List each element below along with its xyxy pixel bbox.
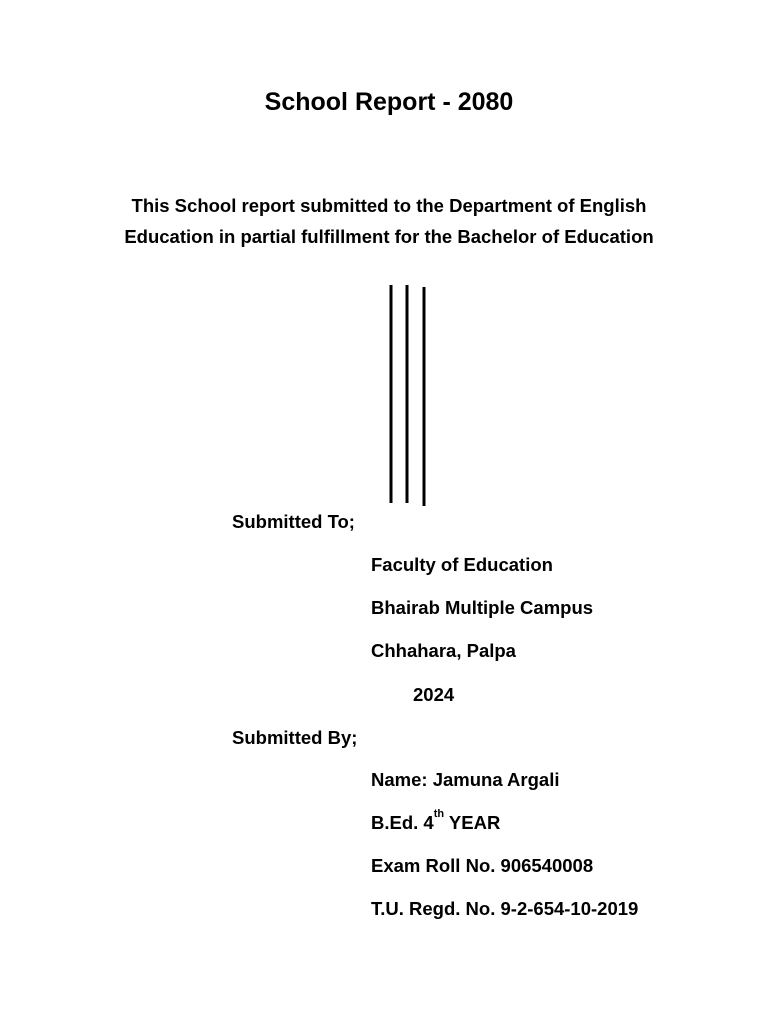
faculty-name: Faculty of Education — [371, 554, 553, 575]
submission-year: 2024 — [413, 684, 455, 705]
report-title: School Report - 2080 — [264, 88, 514, 116]
program-suffix: YEAR — [444, 812, 501, 833]
program-prefix: B.Ed. 4 — [371, 812, 434, 833]
exam-roll-number: Exam Roll No. 906540008 — [371, 855, 594, 876]
program-ordinal-suffix: th — [433, 808, 445, 820]
report-subtitle — [60, 190, 718, 252]
program-year — [371, 808, 501, 834]
subtitle-line-2: Education in partial fulfillment for the Bachelor of Education — [124, 226, 654, 247]
submitted-to-label: Submitted To; — [232, 511, 355, 532]
campus-location: Chhahara, Palpa — [371, 640, 516, 661]
decorative-vertical-lines — [380, 280, 440, 510]
student-name: Name: Jamuna Argali — [371, 769, 560, 790]
registration-number: T.U. Regd. No. 9-2-654-10-2019 — [371, 898, 639, 919]
submitted-by-label: Submitted By; — [232, 727, 358, 748]
subtitle-line-1: This School report submitted to the Department of English — [131, 195, 647, 216]
campus-name: Bhairab Multiple Campus — [371, 597, 594, 618]
